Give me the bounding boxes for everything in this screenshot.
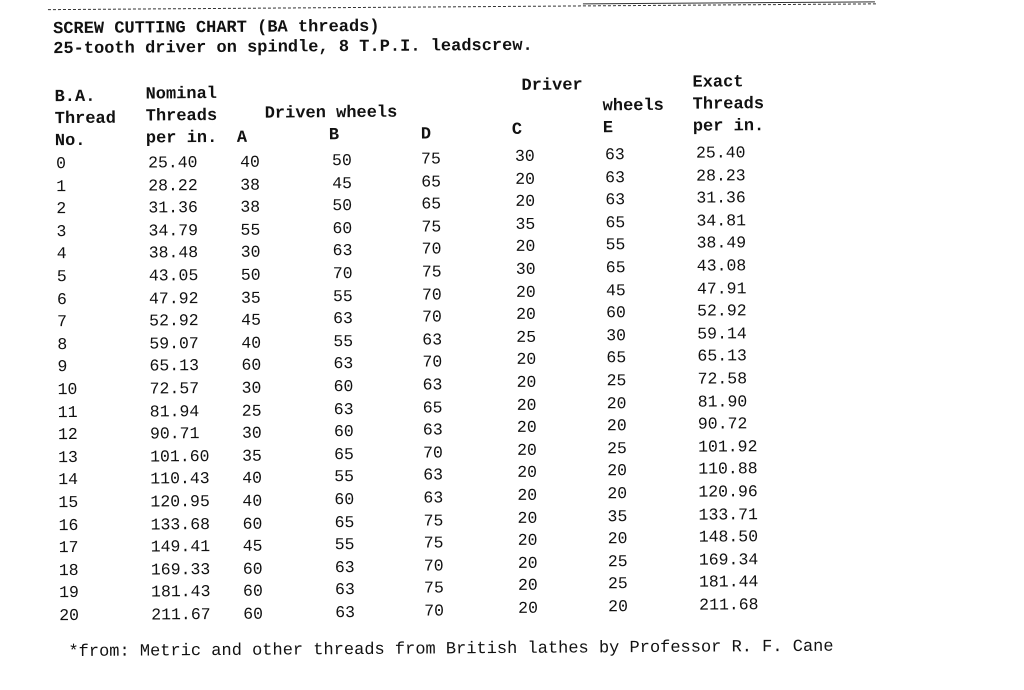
cell-e: 20 [606,393,627,413]
header-driver: Driver [521,76,583,96]
cell-a: 38 [240,175,261,195]
cell-b: 60 [334,490,355,510]
cell-nominal: 25.40 [147,153,198,173]
cell-b: 55 [332,286,353,306]
cell-nominal: 59.07 [149,333,199,354]
cell-no: 3 [56,221,67,241]
cell-no: 18 [58,560,79,580]
cell-nominal: 101.60 [150,446,210,467]
cell-a: 40 [242,469,263,489]
cell-d: 75 [423,578,444,598]
cell-d: 70 [422,307,442,327]
cell-no: 6 [56,289,67,309]
cell-no: 15 [58,492,79,513]
chart-subtitle: 25-tooth driver on spindle, 8 T.P.I. leadscrew. [53,36,533,60]
cell-b: 63 [335,603,356,623]
cell-e: 63 [605,167,626,187]
cell-d: 75 [423,510,444,531]
cell-no: 2 [56,199,67,219]
source-footnote: *from: Metric and other threads from British lathes by Professor R. F. Cane [68,637,834,663]
cell-a: 30 [240,243,261,263]
top-dashed-rule [48,3,876,10]
cell-nominal: 31.36 [148,198,198,218]
cell-no: 1 [56,176,67,196]
cell-d: 65 [421,172,442,192]
cell-e: 20 [607,529,628,549]
cell-nominal: 43.05 [148,266,199,286]
cell-b: 60 [333,422,354,442]
cell-a: 60 [241,356,262,376]
header-exact-line2: Threads [692,95,765,115]
header-ba-line1: B.A. [54,87,96,108]
cell-b: 63 [332,241,353,261]
header-col-d: D [420,125,432,145]
cell-exact: 38.49 [696,233,747,254]
cell-d: 63 [422,330,443,350]
cell-nominal: 47.92 [148,288,199,309]
cell-nominal: 133.68 [150,514,211,535]
cell-e: 25 [606,438,627,459]
cell-d: 70 [423,556,444,576]
header-nominal-line3: per in. [145,128,218,149]
cell-a: 25 [241,401,262,421]
cell-d: 75 [421,262,442,282]
cell-a: 45 [241,310,262,330]
cell-no: 19 [58,583,79,603]
cell-c: 20 [517,530,538,551]
cell-exact: 120.96 [698,482,758,502]
cell-e: 25 [607,574,628,594]
cell-e: 63 [605,190,626,210]
cell-b: 60 [332,218,353,238]
cell-e: 20 [606,416,627,436]
cell-nominal: 38.48 [148,243,199,263]
cell-exact: 90.72 [697,414,748,434]
cell-a: 30 [241,378,262,398]
cell-nominal: 34.79 [148,220,199,241]
cell-no: 20 [59,605,80,626]
cell-b: 70 [332,264,353,284]
cell-no: 5 [56,267,67,287]
cell-e: 25 [606,371,627,391]
cell-c: 20 [516,417,537,438]
cell-no: 10 [57,379,78,400]
cell-a: 55 [240,220,261,240]
cell-exact: 28.23 [696,165,746,186]
cell-a: 38 [240,197,261,217]
cell-exact: 65.13 [697,346,747,367]
cell-d: 75 [421,217,442,237]
cell-nominal: 65.13 [149,356,200,376]
cell-c: 30 [515,259,536,279]
cell-a: 40 [239,152,260,172]
cell-no: 4 [56,244,67,264]
cell-d: 63 [422,375,443,395]
cell-a: 35 [242,446,262,466]
cell-d: 70 [422,352,443,372]
cell-e: 65 [606,348,627,368]
cell-c: 20 [518,598,539,618]
cell-nominal: 181.43 [150,582,211,602]
cell-exact: 181.44 [698,572,759,593]
cell-b: 63 [334,557,355,577]
cell-a: 30 [241,423,262,443]
header-exact-line1: Exact [692,73,744,93]
header-nominal-line1: Nominal [145,84,218,105]
cell-e: 45 [605,280,626,300]
cell-exact: 169.34 [698,550,759,570]
cell-e: 30 [606,325,627,346]
cell-c: 20 [517,553,538,573]
cell-no: 7 [57,312,68,332]
header-driven-wheels: Driven wheels [264,103,398,124]
cell-exact: 25.40 [695,143,746,163]
cell-c: 35 [515,214,536,234]
cell-e: 60 [606,303,626,323]
cell-b: 65 [334,444,354,464]
cell-nominal: 120.95 [150,492,210,512]
cell-d: 63 [423,465,444,485]
cell-e: 65 [605,258,626,278]
cell-nominal: 90.71 [149,424,200,444]
cell-e: 63 [604,145,625,165]
cell-b: 55 [333,331,354,351]
cell-a: 60 [243,604,264,624]
cell-nominal: 211.67 [151,605,211,625]
cell-nominal: 28.22 [148,175,198,196]
cell-c: 20 [517,485,538,505]
cell-b: 63 [333,399,354,419]
cell-c: 30 [514,146,535,166]
header-nominal-line2: Threads [145,106,218,127]
cell-exact: 110.88 [698,459,758,480]
cell-c: 20 [515,282,536,302]
cell-a: 40 [242,491,263,511]
cell-b: 55 [334,467,355,487]
cell-a: 45 [242,536,263,556]
cell-exact: 133.71 [698,504,758,525]
cell-d: 75 [420,149,441,169]
header-col-a: A [236,128,248,148]
cell-d: 70 [421,285,442,305]
cell-b: 63 [333,309,354,329]
cell-a: 60 [242,514,263,534]
cell-no: 9 [57,357,68,377]
cell-b: 50 [332,196,353,216]
cell-d: 75 [423,533,444,553]
header-col-c: C [511,120,523,140]
cell-b: 55 [334,535,355,555]
cell-nominal: 149.41 [150,537,211,557]
cell-exact: 59.14 [697,324,747,344]
cell-c: 25 [516,327,537,347]
cell-b: 63 [334,580,355,600]
cell-exact: 34.81 [696,211,747,231]
cell-e: 20 [608,597,629,617]
cell-d: 63 [422,420,443,440]
cell-no: 17 [58,538,79,558]
cell-nominal: 110.43 [150,469,210,489]
cell-d: 65 [422,397,443,418]
cell-nominal: 52.92 [149,311,199,331]
cell-d: 70 [424,601,445,621]
cell-exact: 72.58 [697,369,748,389]
chart-title: SCREW CUTTING CHART (BA threads) [53,17,380,40]
cell-e: 55 [605,235,626,255]
cell-nominal: 72.57 [149,379,200,399]
cell-d: 70 [422,443,443,463]
cell-no: 16 [58,515,79,535]
cell-no: 13 [58,447,78,467]
cell-b: 50 [331,151,352,171]
header-col-b: B [328,126,340,146]
cell-no: 0 [55,154,67,174]
cell-nominal: 169.33 [150,559,211,580]
cell-exact: 211.68 [699,595,759,615]
cell-exact: 52.92 [697,301,747,321]
cell-c: 20 [516,440,537,460]
cell-b: 45 [332,173,353,193]
header-ba-line3: No. [54,131,86,152]
cell-b: 63 [333,354,354,374]
cell-a: 35 [240,288,261,308]
cell-e: 65 [605,212,626,233]
cell-exact: 31.36 [696,188,746,208]
cell-no: 14 [58,470,79,490]
cell-c: 20 [517,463,538,483]
cell-a: 50 [240,265,261,285]
header-wheels: wheels [602,96,664,117]
cell-e: 25 [607,551,628,572]
cell-no: 11 [57,402,78,422]
cell-e: 20 [607,461,628,481]
cell-a: 60 [242,559,263,579]
cell-d: 70 [421,239,442,259]
cell-nominal: 81.94 [149,401,200,422]
cell-b: 65 [334,512,355,532]
cell-c: 20 [516,395,537,415]
cell-c: 20 [515,191,536,212]
cell-e: 20 [607,484,628,504]
cell-c: 20 [516,350,537,370]
cell-c: 20 [517,576,538,596]
cell-no: 8 [57,334,68,354]
cell-exact: 148.50 [698,527,759,547]
header-ba-line2: Thread [54,109,117,130]
cell-d: 63 [423,488,444,508]
cell-no: 12 [57,425,78,445]
cell-exact: 47.91 [696,278,747,299]
cell-d: 65 [421,194,442,214]
cell-exact: 43.08 [696,256,747,276]
cell-e: 35 [607,506,628,526]
cell-b: 60 [333,377,354,397]
header-exact-line3: per in. [692,117,765,137]
cell-exact: 101.92 [697,437,758,457]
header-col-e: E [602,119,614,139]
cell-c: 20 [516,304,536,325]
cell-a: 40 [241,333,262,353]
cell-c: 20 [517,508,538,528]
cell-exact: 81.90 [697,391,748,412]
cell-a: 60 [242,582,263,602]
cell-c: 20 [516,372,537,392]
cell-c: 20 [515,237,536,257]
cell-c: 20 [515,169,536,189]
